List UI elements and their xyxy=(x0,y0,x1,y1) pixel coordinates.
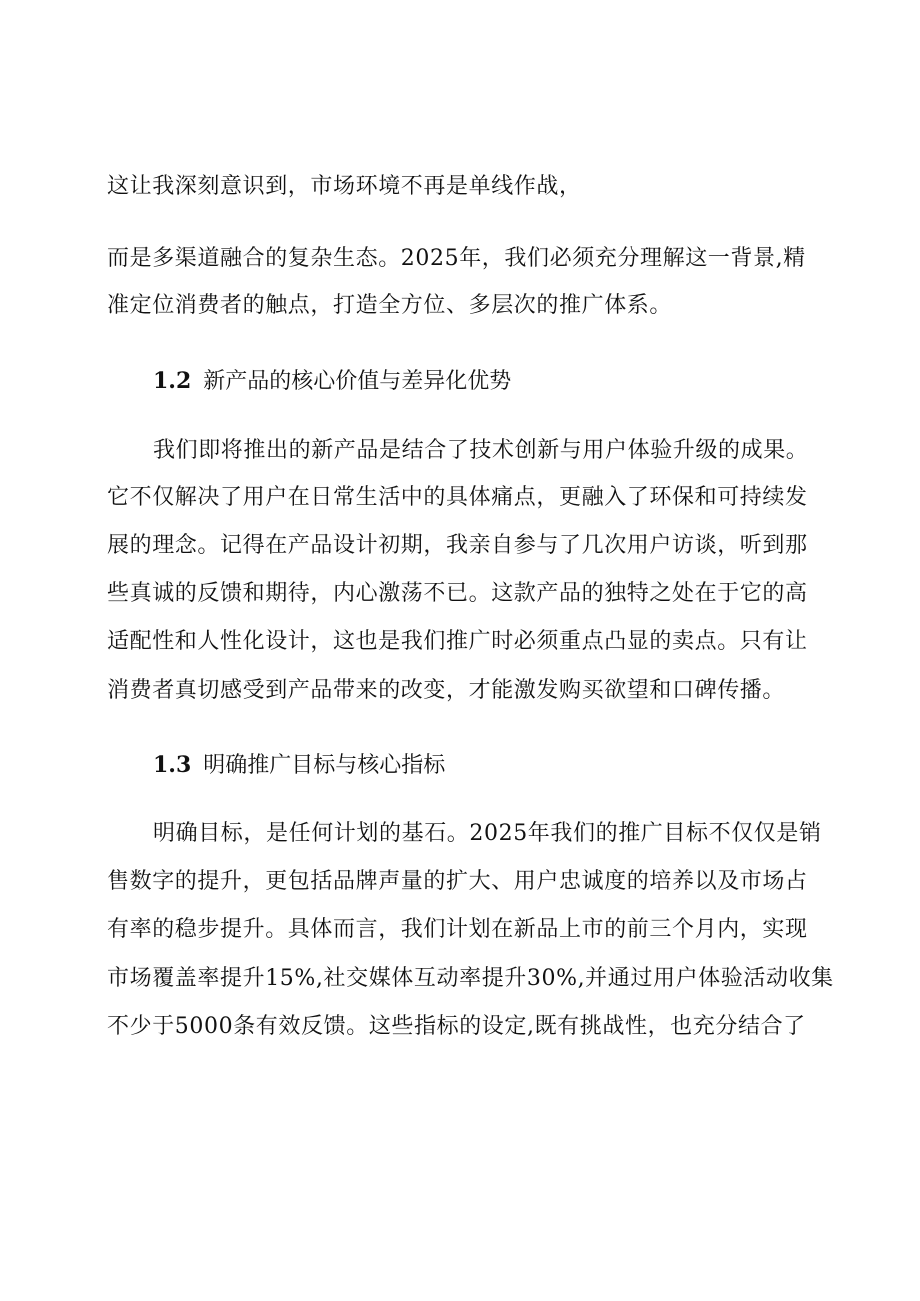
paragraph-line: 些真诚的反馈和期待，内心激荡不已。这款产品的独特之处在于它的高 xyxy=(107,581,808,606)
paragraph-line: 适配性和人性化设计，这也是我们推广时必须重点凸显的卖点。只有让 xyxy=(107,629,808,654)
paragraph-line: 有率的稳步提升。具体而言，我们计划在新品上市的前三个月内，实现 xyxy=(107,917,808,942)
paragraph-line: 展的理念。记得在产品设计初期，我亲自参与了几次用户访谈，听到那 xyxy=(107,533,808,558)
paragraph-line: 它不仅解决了用户在日常生活中的具体痛点，更融入了环保和可持续发 xyxy=(107,485,808,510)
paragraph-line: 市场覆盖率提升15%,社交媒体互动率提升30%,并通过用户体验活动收集 xyxy=(107,966,834,991)
section-title: 明确推广目标与核心指标 xyxy=(203,753,446,778)
section-heading-1-3 xyxy=(153,750,445,781)
paragraph-line: 我们即将推出的新产品是结合了技术创新与用户体验升级的成果。 xyxy=(153,438,809,463)
intro-line-3: 准定位消费者的触点，打造全方位、多层次的推广体系。 xyxy=(107,293,673,318)
section-number: 1.3 xyxy=(153,752,192,778)
paragraph-line: 消费者真切感受到产品带来的改变，才能激发购买欲望和口碑传播。 xyxy=(107,678,786,703)
intro-line-2: 而是多渠道融合的复杂生态。2025年，我们必须充分理解这一背景,精 xyxy=(107,246,806,271)
intro-line-1: 这让我深刻意识到，市场环境不再是单线作战， xyxy=(107,174,582,199)
section-title: 新产品的核心价值与差异化优势 xyxy=(203,369,512,394)
section-number: 1.2 xyxy=(153,368,192,394)
section-heading-1-2 xyxy=(153,366,511,397)
paragraph-line: 不少于5000条有效反馈。这些指标的设定,既有挑战性，也充分结合了 xyxy=(107,1014,806,1039)
paragraph-line: 明确目标，是任何计划的基石。2025年我们的推广目标不仅仅是销 xyxy=(153,821,822,846)
paragraph-line: 售数字的提升，更包括品牌声量的扩大、用户忠诚度的培养以及市场占 xyxy=(107,869,808,894)
